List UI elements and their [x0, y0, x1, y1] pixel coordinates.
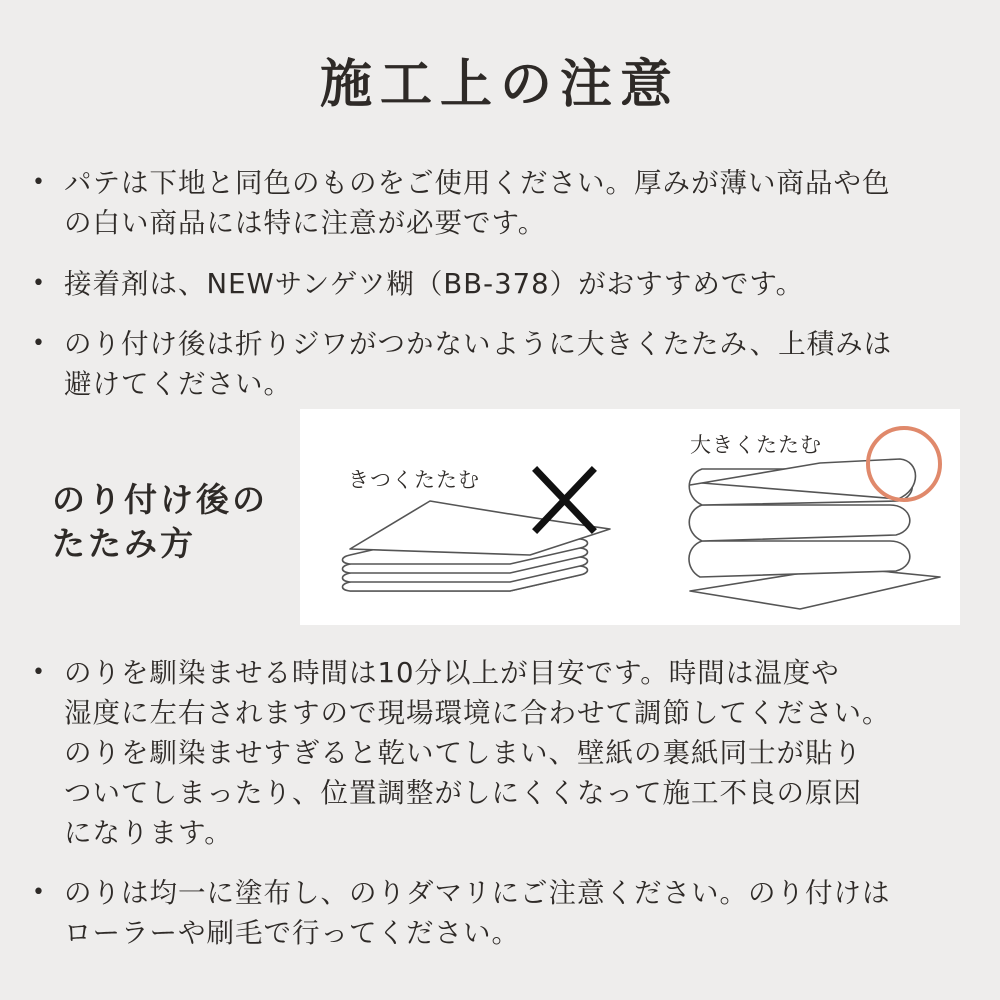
- note-line: 湿度に左右されますので現場環境に合わせて調節してください。: [64, 697, 891, 729]
- note-putty: [32, 163, 972, 243]
- bullet-marker: •: [32, 271, 46, 296]
- fold-roll: [689, 505, 910, 541]
- note-line: になります。: [64, 817, 233, 849]
- note-text: [64, 163, 972, 243]
- note-line: のり付け後は折りジワがつかないように大きくたたみ、上積みは: [64, 328, 893, 360]
- page-title: 施工上の注意: [319, 55, 680, 115]
- folding-method-heading: [52, 478, 268, 566]
- note-line: 避けてください。: [64, 368, 292, 400]
- note-folding: [32, 324, 972, 404]
- note-line: のりを馴染ませる時間は10分以上が目安です。時間は温度や: [64, 657, 840, 689]
- loose-fold-stack: [689, 459, 940, 609]
- note-line: ローラーや刷毛で行ってください。: [64, 917, 520, 949]
- bullet-marker: •: [32, 331, 46, 356]
- note-line: 接着剤は、NEWサンゲツ糊（BB-378）がおすすめです。: [64, 268, 805, 300]
- tight-fold-label: きつくたたむ: [348, 468, 480, 492]
- fold-roll: [689, 541, 910, 577]
- tight-fold-stack: [343, 501, 611, 591]
- note-text: [64, 873, 972, 953]
- note-paste-application: [32, 873, 972, 953]
- bullet-marker: •: [32, 880, 46, 905]
- note-line: パテは下地と同色のものをご使用ください。厚みが薄い商品や色: [64, 167, 891, 199]
- note-text: [64, 264, 972, 304]
- note-text: [64, 324, 972, 404]
- note-line: ついてしまったり、位置調整がしにくくなって施工不良の原因: [64, 777, 862, 809]
- note-line: のりは均一に塗布し、のりダマリにご注意ください。のり付けは: [64, 877, 891, 909]
- note-line: のりを馴染ませすぎると乾いてしまい、壁紙の裏紙同士が貼り: [64, 737, 862, 769]
- bullet-marker: •: [32, 170, 46, 195]
- bullet-marker: •: [32, 660, 46, 685]
- note-adhesive: [32, 264, 972, 304]
- folding-diagram: [300, 409, 960, 625]
- folding-illustration: [300, 409, 960, 625]
- heading-line: のり付け後の: [52, 480, 268, 519]
- loose-fold-label: 大きくたたむ: [690, 433, 822, 457]
- cross-icon: [537, 471, 592, 529]
- note-paste-time: [32, 653, 972, 853]
- heading-line: たたみ方: [52, 524, 196, 563]
- note-line: の白い商品には特に注意が必要です。: [64, 207, 547, 239]
- note-text: [64, 653, 972, 853]
